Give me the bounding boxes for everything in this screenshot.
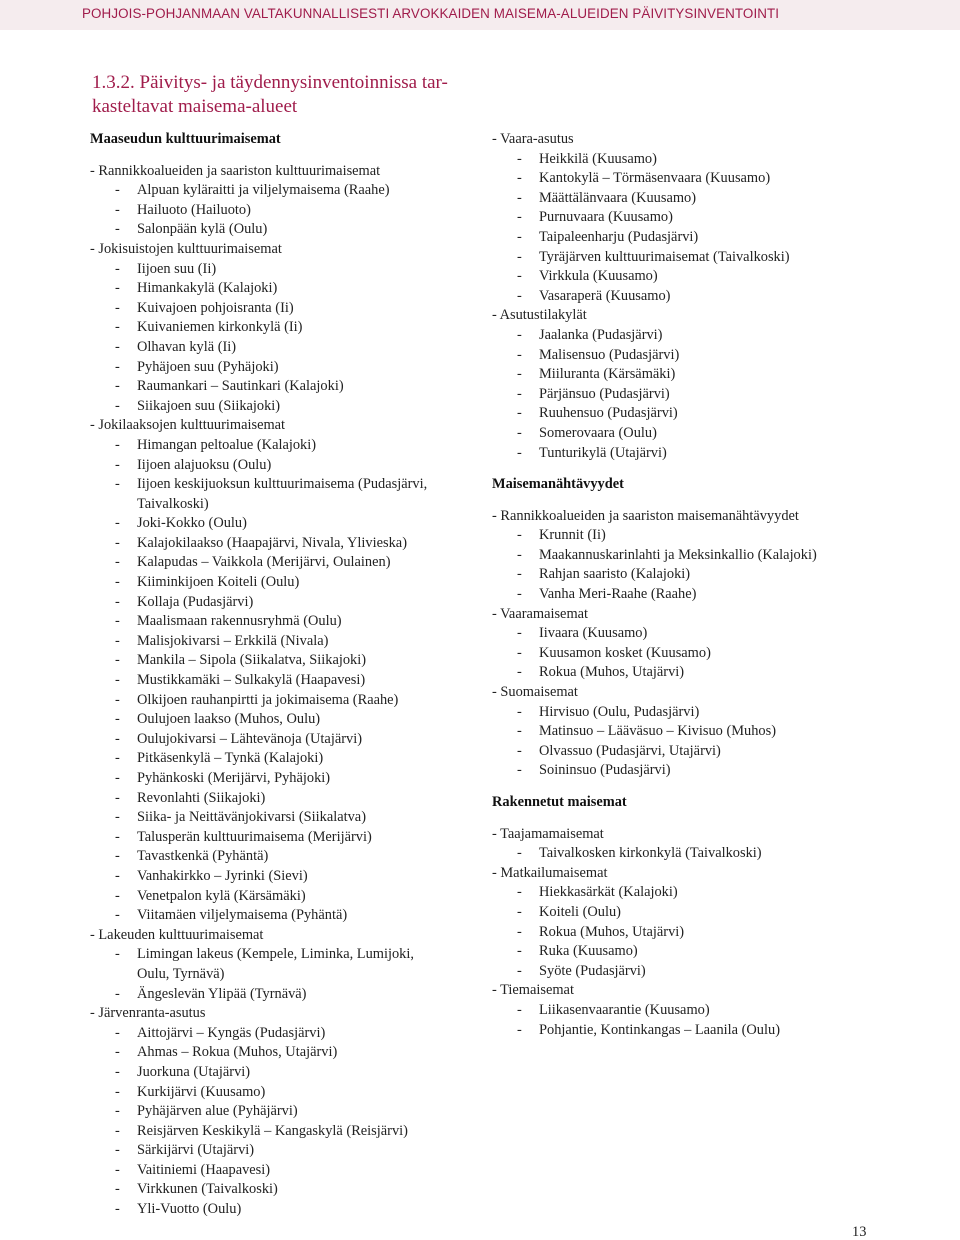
group-heading: - Matkailumaisemat (492, 864, 608, 881)
list-item: - Kiiminkijoen Koiteli (Oulu) (90, 573, 470, 593)
list-item: - Rokua (Muhos, Utajärvi) (492, 663, 872, 683)
list-item: - Talusperän kulttuurimaisema (Merijärvi) (90, 828, 470, 848)
list-item: - Kalajokilaakso (Haapajärvi, Nivala, Ylivieska) (90, 534, 470, 554)
running-title: POHJOIS-POHJANMAAN VALTAKUNNALLISESTI ARVOKKAIDEN MAISEMA-ALUEIDEN PÄIVITYSINVENTOINTI (82, 6, 780, 21)
group-heading: - Jokilaaksojen kulttuurimaisemat (90, 417, 286, 434)
list-item: - Joki-Kokko (Oulu) (90, 514, 470, 534)
list-item: - Soininsuo (Pudasjärvi) (492, 761, 872, 781)
list-item: - Kurkijärvi (Kuusamo) (90, 1083, 470, 1103)
item-list (90, 260, 470, 417)
list-item: - Määttälänvaara (Kuusamo) (492, 189, 872, 209)
list-item: - Virkkula (Kuusamo) (492, 267, 872, 287)
list-item: - Virkkunen (Taivalkoski) (90, 1180, 470, 1200)
category-heading: Rakennetut maisemat (492, 794, 627, 810)
list-item: - Reisjärven Keskikylä – Kangaskylä (Reisjärvi) (90, 1122, 470, 1142)
list-item: - Iijoen suu (Ii) (90, 260, 470, 280)
list-item: - Taivalkosken kirkonkylä (Taivalkoski) (492, 844, 872, 864)
group-heading: - Järvenranta-asutus (90, 1005, 206, 1022)
list-item: - Rokua (Muhos, Utajärvi) (492, 923, 872, 943)
list-item: - Ahmas – Rokua (Muhos, Utajärvi) (90, 1043, 470, 1063)
category-heading: Maisemanähtävyydet (492, 476, 624, 493)
list-item: - Kuusamon kosket (Kuusamo) (492, 644, 872, 664)
item-list (492, 526, 872, 604)
list-item: - Taipaleenharju (Pudasjärvi) (492, 228, 872, 248)
list-item: - Mankila – Sipola (Siikalatva, Siikajoki) (90, 651, 470, 671)
list-item: - Malisjokivarsi – Erkkilä (Nivala) (90, 632, 470, 652)
list-item: - Krunnit (Ii) (492, 526, 872, 546)
item-list (492, 624, 872, 683)
item-list (90, 181, 470, 240)
group-heading: - Taajamamaisemat (492, 825, 604, 842)
group-heading: - Vaaramaisemat (492, 605, 589, 622)
list-item: - Miiluranta (Kärsämäki) (492, 365, 872, 385)
item-list (90, 514, 470, 925)
list-item: - Kuivaniemen kirkonkylä (Ii) (90, 318, 470, 338)
list-item: - Limingan lakeus (Kempele, Liminka, Lumijoki, (90, 945, 470, 965)
list-item: - Kuivajoen pohjoisranta (Ii) (90, 299, 470, 319)
list-item: - Iijoen alajuoksu (Oulu) (90, 456, 470, 476)
list-item: - Vanha Meri-Raahe (Raahe) (492, 585, 872, 605)
list-item: - Särkijärvi (Utajärvi) (90, 1141, 470, 1161)
group-heading: - Suomaisemat (492, 684, 578, 701)
list-item: - Olhavan kylä (Ii) (90, 338, 470, 358)
page-number: 13 (852, 1224, 867, 1240)
list-item: - Kalapudas – Vaikkola (Merijärvi, Oulainen) (90, 553, 470, 573)
list-item: - Kollaja (Pudasjärvi) (90, 593, 470, 613)
list-item: - Koiteli (Oulu) (492, 903, 872, 923)
group-heading: - Lakeuden kulttuurimaisemat (90, 926, 264, 943)
list-item: - Siika- ja Neittävänjokivarsi (Siikalatva) (90, 808, 470, 828)
section-heading-line-1: 1.3.2. Päivitys- ja täydennysinventoinnissa tar- (92, 72, 448, 93)
item-list (492, 326, 872, 463)
list-item: - Vasaraperä (Kuusamo) (492, 287, 872, 307)
list-item: - Venetpalon kylä (Kärsämäki) (90, 887, 470, 907)
list-item: - Matinsuo – Lääväsuo – Kivisuo (Muhos) (492, 722, 872, 742)
list-item: - Pohjantie, Kontinkangas – Laanila (Oulu) (492, 1021, 872, 1041)
item-list (492, 883, 872, 981)
group-heading: - Rannikkoalueiden ja saariston maisemanähtävyydet (492, 507, 799, 524)
item-list (492, 703, 872, 781)
list-item: - Pyhäjärven alue (Pyhäjärvi) (90, 1102, 470, 1122)
list-item: - Himangan peltoalue (Kalajoki) (90, 436, 470, 456)
list-item-continuation: Taivalkoski) (137, 495, 209, 512)
running-header (0, 0, 960, 30)
list-item: - Vaitiniemi (Haapavesi) (90, 1161, 470, 1181)
list-item: - Maalismaan rakennusryhmä (Oulu) (90, 612, 470, 632)
list-item: - Hirvisuo (Oulu, Pudasjärvi) (492, 703, 872, 723)
list-item: - Hiekkasärkät (Kalajoki) (492, 883, 872, 903)
list-item: - Jaalanka (Pudasjärvi) (492, 326, 872, 346)
list-item: - Maakannuskarinlahti ja Meksinkallio (Kalajoki) (492, 546, 872, 566)
list-item: - Ruuhensuo (Pudasjärvi) (492, 404, 872, 424)
category-heading: Maaseudun kulttuurimaisemat (90, 131, 281, 147)
list-item: - Purnuvaara (Kuusamo) (492, 208, 872, 228)
group-heading: - Jokisuistojen kulttuurimaisemat (90, 240, 282, 257)
group-heading: - Vaara-asutus (492, 131, 574, 147)
list-item: - Ruka (Kuusamo) (492, 942, 872, 962)
list-item: - Somerovaara (Oulu) (492, 424, 872, 444)
list-item: - Pyhäjoen suu (Pyhäjoki) (90, 358, 470, 378)
list-item: - Oulujokivarsi – Lähtevänoja (Utajärvi) (90, 730, 470, 750)
list-item: - Revonlahti (Siikajoki) (90, 789, 470, 809)
list-item: - Siikajoen suu (Siikajoki) (90, 397, 470, 417)
list-item: - Vanhakirkko – Jyrinki (Sievi) (90, 867, 470, 887)
list-item: - Mustikkamäki – Sulkakylä (Haapavesi) (90, 671, 470, 691)
right-column (492, 130, 872, 1040)
item-list (492, 1001, 872, 1040)
list-item: - Olkijoen rauhanpirtti ja jokimaisema (Raahe) (90, 691, 470, 711)
list-item: - Pitkäsenkylä – Tynkä (Kalajoki) (90, 749, 470, 769)
section-heading (92, 71, 482, 119)
list-item: - Tunturikylä (Utajärvi) (492, 444, 872, 464)
list-item: - Iijoen keskijuoksun kulttuurimaisema (Pudasjärvi, (90, 475, 470, 495)
list-item: - Tyräjärven kulttuurimaisemat (Taivalkoski) (492, 248, 872, 268)
list-item: - Ängeslevän Ylipää (Tyrnävä) (90, 985, 470, 1005)
list-item: - Himankakylä (Kalajoki) (90, 279, 470, 299)
list-item: - Iivaara (Kuusamo) (492, 624, 872, 644)
list-item: - Oulujoen laakso (Muhos, Oulu) (90, 710, 470, 730)
list-item: - Viitamäen viljelymaisema (Pyhäntä) (90, 906, 470, 926)
item-list (90, 436, 470, 495)
list-item: - Aittojärvi – Kyngäs (Pudasjärvi) (90, 1024, 470, 1044)
group-heading: - Rannikkoalueiden ja saariston kulttuurimaisemat (90, 162, 381, 179)
list-item: - Heikkilä (Kuusamo) (492, 150, 872, 170)
list-item: - Tavastkenkä (Pyhäntä) (90, 847, 470, 867)
list-item: - Liikasenvaarantie (Kuusamo) (492, 1001, 872, 1021)
list-item: - Kantokylä – Törmäsenvaara (Kuusamo) (492, 169, 872, 189)
list-item: - Alpuan kyläraitti ja viljelymaisema (Raahe) (90, 181, 470, 201)
left-column (90, 130, 470, 1220)
list-item: - Hailuoto (Hailuoto) (90, 201, 470, 221)
list-item: - Syöte (Pudasjärvi) (492, 962, 872, 982)
list-item: - Yli-Vuotto (Oulu) (90, 1200, 470, 1220)
group-heading: - Asutustilakylät (492, 307, 587, 324)
list-item: - Pyhänkoski (Merijärvi, Pyhäjoki) (90, 769, 470, 789)
list-item: - Olvassuo (Pudasjärvi, Utajärvi) (492, 742, 872, 762)
list-item: - Pärjänsuo (Pudasjärvi) (492, 385, 872, 405)
list-item: - Malisensuo (Pudasjärvi) (492, 346, 872, 366)
list-item: - Raumankari – Sautinkari (Kalajoki) (90, 377, 470, 397)
item-list (90, 1024, 470, 1220)
item-list (492, 844, 872, 864)
item-list (492, 150, 872, 307)
list-item: - Salonpään kylä (Oulu) (90, 220, 470, 240)
list-item: - Rahjan saaristo (Kalajoki) (492, 565, 872, 585)
group-heading: - Tiemaisemat (492, 982, 574, 999)
section-heading-line-2: kasteltavat maisema-alueet (92, 96, 298, 117)
list-item: - Juorkuna (Utajärvi) (90, 1063, 470, 1083)
list-item-continuation: Oulu, Tyrnävä) (137, 965, 225, 982)
